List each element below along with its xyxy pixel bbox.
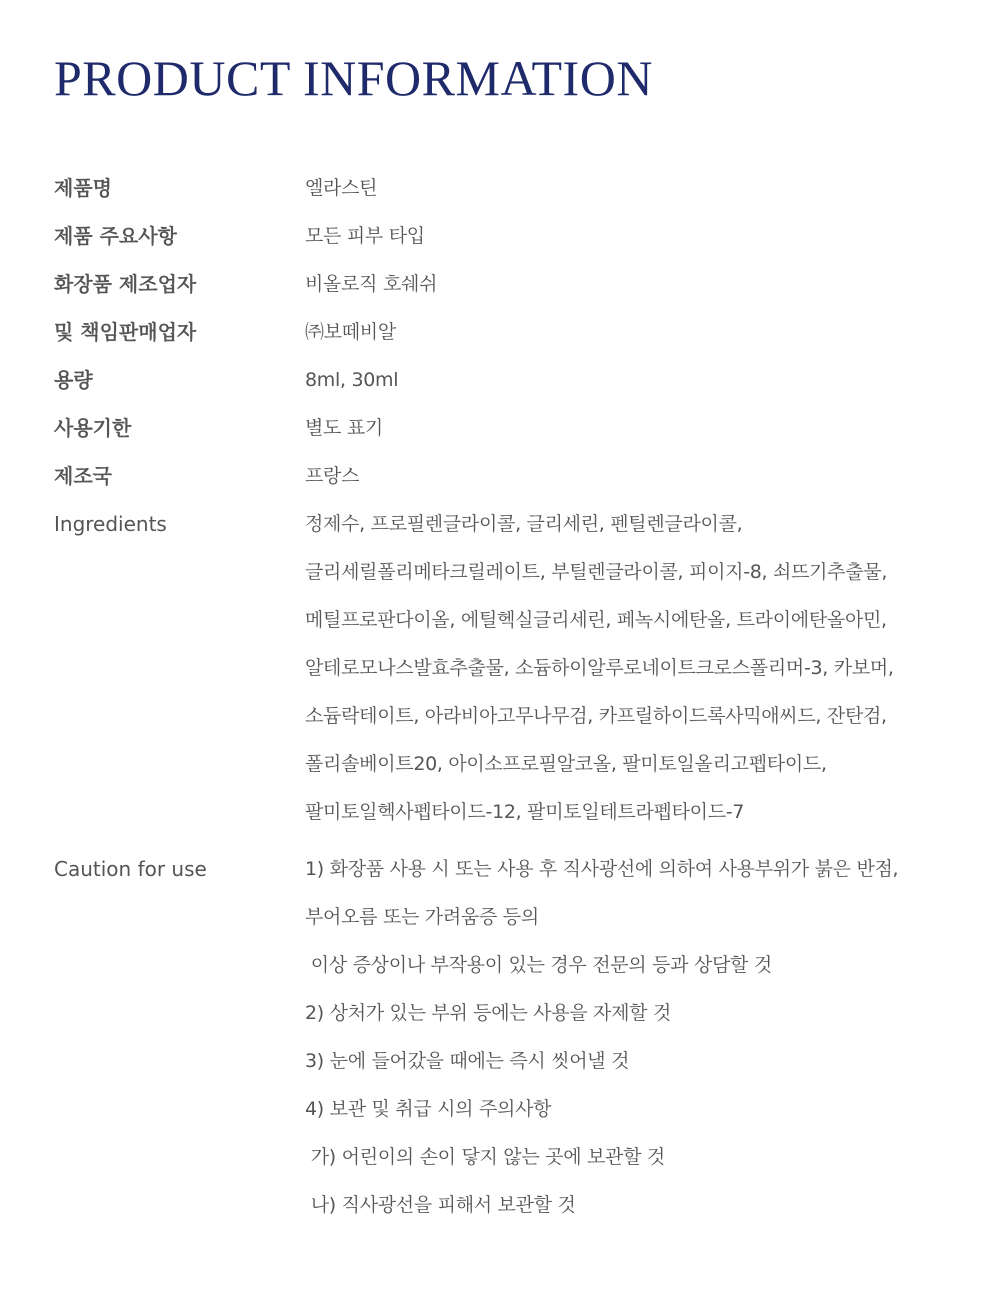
row-distributor <box>54 308 954 356</box>
value-manufacturer: 비올로직 호쉐쉬 <box>305 273 438 295</box>
value-main-features: 모든 피부 타입 <box>305 225 425 247</box>
caution-line: 3) 눈에 들어갔을 때에는 즉시 씻어낼 것 <box>305 1050 630 1072</box>
label-ingredients: Ingredients <box>54 512 167 536</box>
value-expiration: 별도 표기 <box>305 417 383 439</box>
caution-line: 4) 보관 및 취급 시의 주의사항 <box>305 1098 552 1120</box>
row-expiration <box>54 404 954 452</box>
caution-line: 이상 증상이나 부작용이 있는 경우 전문의 등과 상담할 것 <box>305 954 772 976</box>
ingredients-line: 메틸프로판다이올, 에틸헥실글리세린, 페녹시에탄올, 트라이에탄올아민, <box>305 609 887 631</box>
ingredients-line: 소듐락테이트, 아라비아고무나무검, 카프릴하이드록사믹애씨드, 잔탄검, <box>305 705 887 727</box>
label-country: 제조국 <box>54 464 112 488</box>
section-gap <box>54 836 954 845</box>
label-caution: Caution for use <box>54 857 207 881</box>
label-manufacturer: 화장품 제조업자 <box>54 272 197 296</box>
row-country <box>54 452 954 500</box>
value-distributor: ㈜보떼비알 <box>305 321 396 343</box>
caution-line: 나) 직사광선을 피해서 보관할 것 <box>305 1194 576 1216</box>
value-volume: 8ml, 30ml <box>305 369 399 391</box>
row-manufacturer <box>54 260 954 308</box>
caution-line: 가) 어린이의 손이 닿지 않는 곳에 보관할 것 <box>305 1146 665 1168</box>
page-title: PRODUCT INFORMATION <box>54 50 653 106</box>
label-distributor: 및 책임판매업자 <box>54 320 197 344</box>
caution-line: 1) 화장품 사용 시 또는 사용 후 직사광선에 의하여 사용부위가 붉은 반점, <box>305 858 899 880</box>
value-ingredients <box>305 500 954 836</box>
caution-line: 2) 상처가 있는 부위 등에는 사용을 자제할 것 <box>305 1002 671 1024</box>
label-main-features: 제품 주요사항 <box>54 224 177 248</box>
ingredients-line: 팔미토일헥사펩타이드-12, 팔미토일테트라펩타이드-7 <box>305 801 745 823</box>
row-volume <box>54 356 954 404</box>
row-product-name <box>54 164 954 212</box>
row-ingredients <box>54 500 954 836</box>
row-caution <box>54 845 954 1229</box>
ingredients-line: 폴리솔베이트20, 아이소프로필알코올, 팔미토일올리고펩타이드, <box>305 753 827 775</box>
label-product-name: 제품명 <box>54 176 112 200</box>
product-info-table <box>54 164 954 1229</box>
ingredients-line: 알테로모나스발효추출물, 소듐하이알루로네이트크로스폴리머-3, 카보머, <box>305 657 894 679</box>
label-volume: 용량 <box>54 368 93 392</box>
caution-line: 부어오름 또는 가려움증 등의 <box>305 906 539 928</box>
value-country: 프랑스 <box>305 465 360 487</box>
row-main-features <box>54 212 954 260</box>
value-product-name: 엘라스틴 <box>305 177 378 199</box>
label-expiration: 사용기한 <box>54 416 132 440</box>
ingredients-line: 글리세릴폴리메타크릴레이트, 부틸렌글라이콜, 피이지-8, 쇠뜨기추출물, <box>305 561 888 583</box>
value-caution <box>305 845 954 1229</box>
ingredients-line: 정제수, 프로필렌글라이콜, 글리세린, 펜틸렌글라이콜, <box>305 513 743 535</box>
